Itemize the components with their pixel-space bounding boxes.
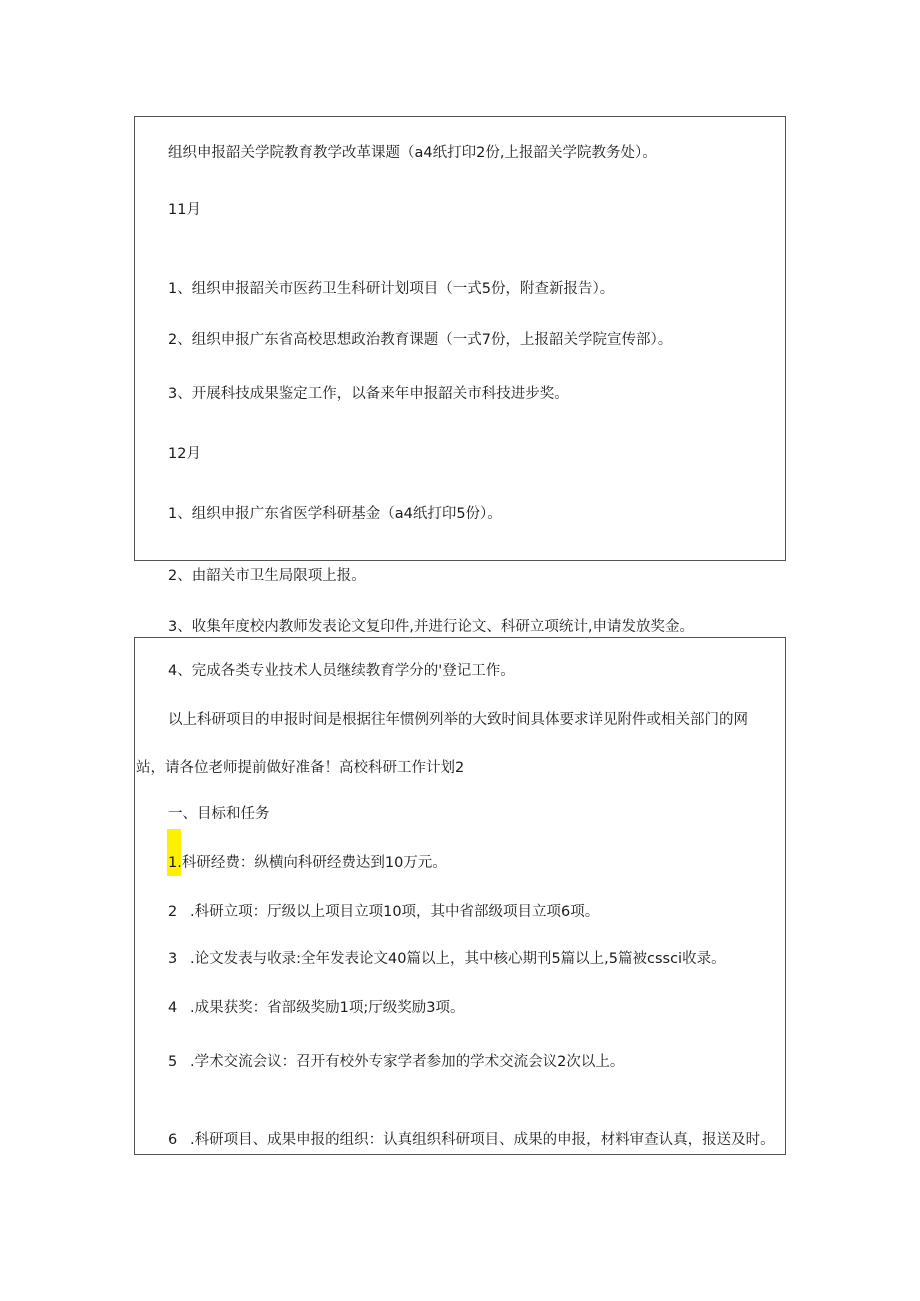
goal-item-5 (168, 1052, 624, 1072)
nov-item-2: 2、组织申报广东省高校思想政治教育课题（一式7份，上报韶关学院宣传部）。 (168, 332, 673, 348)
nov-item-1: 1、组织申报韶关市医药卫生科研计划项目（一式5份，附查新报告）。 (168, 281, 615, 297)
goal-item-1 (168, 853, 447, 873)
goal-number: 2 (168, 904, 178, 920)
dec-item-3: 3、收集年度校内教师发表论文复印件,并进行论文、科研立项统计,申请发放奖金。 (168, 619, 694, 635)
goal-number: 1. (168, 855, 182, 871)
goal-item-6 (168, 1130, 775, 1150)
goal-item-2 (168, 902, 599, 922)
goal-text: 科研经费：纵横向科研经费达到10万元。 (181, 855, 447, 871)
dec-item-2: 2、由韶关市卫生局限项上报。 (168, 568, 366, 584)
note-paragraph-line-1: 以上科研项目的申报时间是根据往年惯例列举的大致时间具体要求详见附件或相关部门的网 (168, 712, 748, 728)
goal-number: 5 (168, 1054, 178, 1070)
goal-text: .科研立项：厅级以上项目立项10项，其中省部级项目立项6项。 (190, 904, 600, 920)
goal-number: 4 (168, 1000, 178, 1016)
month-november: 11月 (168, 202, 201, 218)
goal-text: .论文发表与收录:全年发表论文40篇以上，其中核心期刊5篇以上,5篇被cssci收录。 (190, 951, 726, 967)
note-paragraph-line-2: 站，请各位老师提前做好准备！高校科研工作计划2 (136, 760, 465, 776)
line-reform-project: 组织申报韶关学院教育教学改革课题（a4纸打印2份,上报韶关学院教务处）。 (168, 145, 657, 161)
goal-item-4 (168, 998, 464, 1018)
goal-text: .成果获奖：省部级奖励1项;厅级奖励3项。 (190, 1000, 465, 1016)
section-heading: 一、目标和任务 (168, 806, 270, 822)
month-december: 12月 (168, 446, 201, 462)
goal-item-3 (168, 949, 726, 969)
dec-item-1: 1、组织申报广东省医学科研基金（a4纸打印5份）。 (168, 506, 502, 522)
dec-item-4: 4、完成各类专业技术人员继续教育学分的'登记工作。 (168, 663, 515, 679)
goal-text: .科研项目、成果申报的组织：认真组织科研项目、成果的申报，材料审查认真，报送及时。 (190, 1132, 775, 1148)
goal-number: 6 (168, 1132, 178, 1148)
goal-number: 3 (168, 951, 178, 967)
goal-text: .学术交流会议：召开有校外专家学者参加的学术交流会议2次以上。 (190, 1054, 625, 1070)
nov-item-3: 3、开展科技成果鉴定工作，以备来年申报韶关市科技进步奖。 (168, 386, 569, 402)
